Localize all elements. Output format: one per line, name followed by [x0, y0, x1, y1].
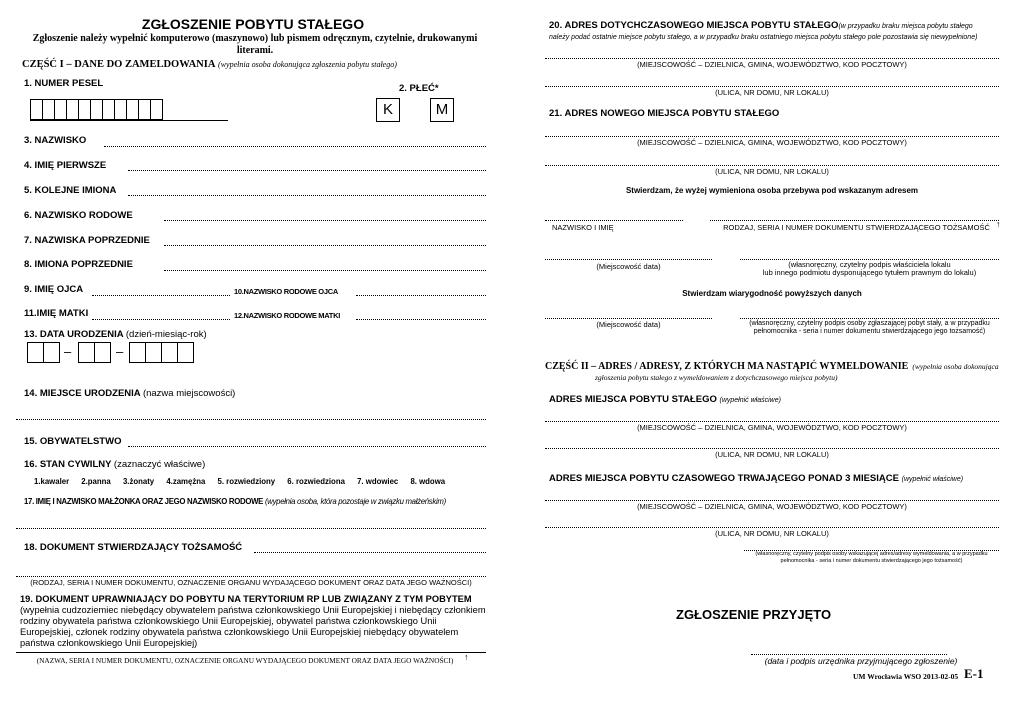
sex-k-label: K — [382, 101, 393, 118]
birth-date-title: 13. DATA URODZENIA — [24, 329, 124, 340]
sex-m-label: M — [435, 101, 449, 118]
birth-day-input[interactable] — [27, 342, 59, 363]
marital-option[interactable]: 1.kawaler — [34, 477, 70, 486]
owner-city-date-caption: (Miejscowość data) — [596, 262, 661, 271]
mother-name-field[interactable] — [92, 319, 230, 320]
person-signature-field[interactable] — [740, 318, 999, 319]
marital-status-title: 16. STAN CYWILNY — [24, 459, 112, 470]
page-title: ZGŁOSZENIE POBYTU STAŁEGO — [141, 16, 365, 32]
pesel-underline — [30, 120, 228, 121]
form-instructions: Zgłoszenie należy wypełnić komputerowo (maszynowo) lub pismem odręcznym, czytelnie, drukowanymi literami. — [32, 33, 478, 56]
arrow-up-icon: ↑ — [464, 652, 469, 662]
marital-option[interactable]: 8. wdowa — [410, 477, 446, 486]
owner-id-field[interactable] — [710, 220, 999, 221]
new-address-label: 21. ADRES NOWEGO MIEJSCA POBYTU STAŁEGO — [549, 108, 780, 119]
form-code: E-1 — [964, 666, 984, 681]
part2-heading — [545, 359, 1005, 383]
residence-document-caption: (NAZWA, SERIA I NUMER DOKUMENTU, OZNACZENIE ORGANU WYDAJĄCEGO DOKUMENT ORAZ DATA JEGO WAŻNOŚCI) — [36, 656, 454, 665]
previous-address-place-field[interactable] — [545, 58, 999, 59]
temporary-address-street-field[interactable] — [545, 527, 999, 528]
new-address-place-caption: (MIEJSCOWOŚĆ – DZIELNICA, GMINA, WOJEWÓDZTWO, KOD POCZTOWY) — [637, 138, 907, 147]
previous-address-street-caption: (ULICA, NR DOMU, NR LOKALU) — [715, 88, 829, 97]
temporary-address-street-caption: (ULICA, NR DOMU, NR LOKALU) — [715, 529, 829, 538]
part1-hint: (wypełnia osoba dokonująca zgłoszenia pobytu stałego) — [218, 60, 397, 69]
birth-month-input[interactable] — [78, 342, 110, 363]
spouse-hint: (wypełnia osoba, która pozostaje w związku małżeńskim) — [264, 497, 446, 506]
part2-hint-2: zgłoszenia pobytu stałego z wymeldowaniem z dotychczasowego miejsca pobytu) — [595, 373, 838, 382]
accepted-heading: ZGŁOSZENIE PRZYJĘTO — [676, 607, 832, 622]
person-signature-caption-2: pełnomocnika - seria i numer dokumentu stwierdzającego jego tożsamość) — [753, 328, 986, 335]
citizenship-field[interactable] — [128, 446, 486, 447]
pesel-label: 1. NUMER PESEL — [24, 78, 104, 89]
id-document-caption: (RODZAJ, SERIA I NUMER DOKUMENTU, OZNACZENIE ORGANU WYDAJĄCEGO DOKUMENT ORAZ DATA JEGO WAŻNOŚCI) — [30, 578, 472, 587]
father-name-field[interactable] — [92, 295, 230, 296]
other-names-field[interactable] — [128, 195, 486, 196]
birth-place-label — [24, 388, 235, 399]
mother-name-label: 11.IMIĘ MATKI — [24, 308, 89, 319]
mother-maiden-name-field[interactable] — [356, 319, 486, 320]
birth-place-hint: (nazwa miejscowości) — [142, 388, 236, 399]
sex-label: 2. PŁEĆ* — [399, 83, 439, 94]
previous-names-field[interactable] — [164, 270, 486, 271]
owner-id-caption: RODZAJ, SERIA I NUMER DOKUMENTU STWIERDZAJĄCEGO TOŻSAMOŚĆ — [723, 223, 990, 232]
date-separator-2: – — [116, 344, 124, 359]
right-column — [512, 0, 1024, 724]
birth-date-label — [24, 329, 207, 340]
owner-city-date-field[interactable] — [545, 259, 712, 260]
part1-label: CZĘŚĆ I – DANE DO ZAMELDOWANIA — [22, 59, 216, 70]
marital-options — [34, 477, 445, 486]
sex-m-checkbox[interactable] — [430, 98, 454, 122]
marital-status-hint: (zaznaczyć właściwe) — [113, 459, 206, 470]
other-names-label: 5. KOLEJNE IMIONA — [24, 185, 117, 196]
deregistration-signature-caption — [744, 551, 999, 565]
new-address-place-field[interactable] — [545, 136, 999, 137]
person-city-date-field[interactable] — [545, 318, 712, 319]
marital-option[interactable]: 7. wdowiec — [357, 477, 399, 486]
sex-k-checkbox[interactable] — [376, 98, 400, 122]
id-document-field-2[interactable] — [16, 576, 486, 577]
first-name-label: 4. IMIĘ PIERWSZE — [24, 160, 107, 171]
marital-option[interactable]: 4.zamężna — [166, 477, 206, 486]
previous-address-place-caption: (MIEJSCOWOŚĆ – DZIELNICA, GMINA, WOJEWÓDZTWO, KOD POCZTOWY) — [637, 60, 907, 69]
deregistration-signature-caption-1: (własnoręczny, czytelny podpis osoby wskazującej adres/adresy wymeldowania, a w przypadku — [755, 551, 988, 557]
birth-place-title: 14. MIEJSCE URODZENIA — [24, 388, 141, 399]
pesel-input[interactable] — [30, 99, 162, 120]
previous-address-title: 20. ADRES DOTYCHCZASOWEGO MIEJSCA POBYTU STAŁEGO — [549, 20, 839, 31]
date-separator-1: – — [64, 344, 72, 359]
previous-address-heading — [549, 18, 1019, 43]
permanent-address-place-caption: (MIEJSCOWOŚĆ – DZIELNICA, GMINA, WOJEWÓDZTWO, KOD POCZTOWY) — [637, 423, 907, 432]
marital-option[interactable]: 5. rozwiedziony — [217, 477, 276, 486]
arrow-up-icon: ↑ — [996, 219, 1001, 229]
permanent-address-place-field[interactable] — [545, 421, 999, 422]
previous-address-street-field[interactable] — [545, 86, 999, 87]
marital-status-label — [24, 459, 205, 470]
residence-document-text — [20, 594, 490, 649]
birth-year-input[interactable] — [129, 342, 193, 363]
new-address-street-field[interactable] — [545, 165, 999, 166]
previous-surnames-label: 7. NAZWISKA POPRZEDNIE — [24, 235, 150, 246]
temporary-address-place-field[interactable] — [545, 500, 999, 501]
first-name-field[interactable] — [128, 170, 486, 171]
part2-hint: (wypełnia osoba dokonująca — [912, 362, 999, 371]
previous-address-hint-2: należy podać ostatnie miejsce pobytu stałego, a w przypadku braku ostatniego miejsca pobytu stałego pole pozostawia się niewypełnione) — [549, 34, 978, 41]
id-document-field[interactable] — [254, 552, 486, 553]
part2-label: CZĘŚĆ II – ADRES / ADRESY, Z KTÓRYCH MA NASTĄPIĆ WYMELDOWANIE — [545, 361, 909, 372]
maiden-name-field[interactable] — [164, 220, 486, 221]
temporary-address-hint: (wypełnić właściwe) — [901, 476, 964, 483]
spouse-title: 17. IMIĘ I NAZWISKO MAŁŻONKA ORAZ JEGO NAZWISKO RODOWE — [24, 497, 264, 506]
person-signature-caption-1: (własnoręczny, czytelny podpis osoby zgłaszającej pobyt stały, a w przypadku — [749, 320, 990, 327]
form-footer: UM Wrocławia WSO 2013-02-05 — [853, 672, 959, 681]
permanent-address-label — [549, 394, 781, 405]
surname-label: 3. NAZWISKO — [24, 135, 87, 146]
residence-document-title: 19. DOKUMENT UPRAWNIAJĄCY DO POBYTU NA TERYTORIUM RP LUB ZWIĄZANY Z TYM POBYTEM — [20, 594, 472, 604]
spouse-label — [24, 497, 446, 506]
person-signature-caption — [740, 320, 999, 336]
father-name-label: 9. IMIĘ OJCA — [24, 284, 84, 295]
owner-name-caption: NAZWISKO I IMIĘ — [552, 223, 614, 232]
deregistration-signature-caption-2: pełnomocnika - seria i numer dokumentu stwierdzającego jego tożsamość) — [780, 558, 963, 564]
previous-names-label: 8. IMIONA POPRZEDNIE — [24, 259, 133, 270]
part1-heading — [22, 59, 397, 70]
temporary-address-place-caption: (MIEJSCOWOŚĆ – DZIELNICA, GMINA, WOJEWÓDZTWO, KOD POCZTOWY) — [637, 502, 907, 511]
residence-document-desc: (wypełnia cudzoziemiec niebędący obywatelem państwa członkowskiego Unii Europejskiej i niebędący członkiem rodziny obywatela państwa członkowskiego Unii Europejskiej, obywatel państwa członkowskiego Unii Europejskiej, członek rodziny obywatela państwa członkowskiego Unii Europejskiej niebędący obywatelem państwa członkowskiego Unii Europejskiej) — [20, 605, 486, 648]
marital-option[interactable]: 2.panna — [81, 477, 111, 486]
mother-maiden-name-label: 12.NAZWISKO RODOWE MATKI — [234, 311, 340, 320]
temporary-address-label — [549, 473, 963, 484]
permanent-address-street-caption: (ULICA, NR DOMU, NR LOKALU) — [715, 450, 829, 459]
permanent-address-street-field[interactable] — [545, 448, 999, 449]
surname-field[interactable] — [104, 146, 486, 147]
father-maiden-name-label: 10.NAZWISKO RODOWE OJCA — [234, 287, 338, 296]
father-maiden-name-field[interactable] — [356, 295, 486, 296]
temporary-address-title: ADRES MIEJSCA POBYTU CZASOWEGO TRWAJĄCEGO PONAD 3 MIESIĄCE — [549, 473, 899, 484]
marital-option[interactable]: 3.żonaty — [122, 477, 155, 486]
citizenship-label: 15. OBYWATELSTWO — [24, 436, 122, 447]
new-address-street-caption: (ULICA, NR DOMU, NR LOKALU) — [715, 167, 829, 176]
id-document-label: 18. DOKUMENT STWIERDZAJĄCY TOŻSAMOŚĆ — [24, 542, 243, 553]
maiden-name-label: 6. NAZWISKO RODOWE — [24, 210, 133, 221]
person-city-date-caption: (Miejscowość data) — [596, 320, 661, 329]
birth-date-hint: (dzień-miesiąc-rok) — [125, 329, 207, 340]
owner-signature-caption — [740, 261, 999, 277]
birth-place-field[interactable] — [16, 419, 486, 420]
owner-name-field[interactable] — [545, 220, 683, 221]
permanent-address-hint: (wypełnić właściwe) — [719, 397, 781, 404]
residence-document-field[interactable] — [16, 652, 486, 653]
permanent-address-title: ADRES MIEJSCA POBYTU STAŁEGO — [549, 394, 717, 405]
owner-signature-caption-2: lub innego podmiotu dysponującego tytułem prawnym do lokalu) — [762, 268, 977, 277]
confirmation-text: Stwierdzam, że wyżej wymieniona osoba przebywa pod wskazanym adresem — [625, 186, 919, 195]
official-signature-caption: (data i podpis urzędnika przyjmującego zgłoszenie) — [764, 656, 958, 666]
credibility-text: Stwierdzam wiarygodność powyższych danych — [682, 289, 862, 298]
spouse-field[interactable] — [16, 528, 486, 529]
previous-address-hint: (w przypadku braku miejsca pobytu stałego — [838, 23, 973, 30]
previous-surnames-field[interactable] — [164, 245, 486, 246]
official-signature-field[interactable] — [751, 654, 947, 655]
marital-option[interactable]: 6. rozwiedziona — [287, 477, 345, 486]
owner-signature-caption-1: (własnoręczny, czytelny podpis właściciela lokalu — [788, 260, 951, 269]
